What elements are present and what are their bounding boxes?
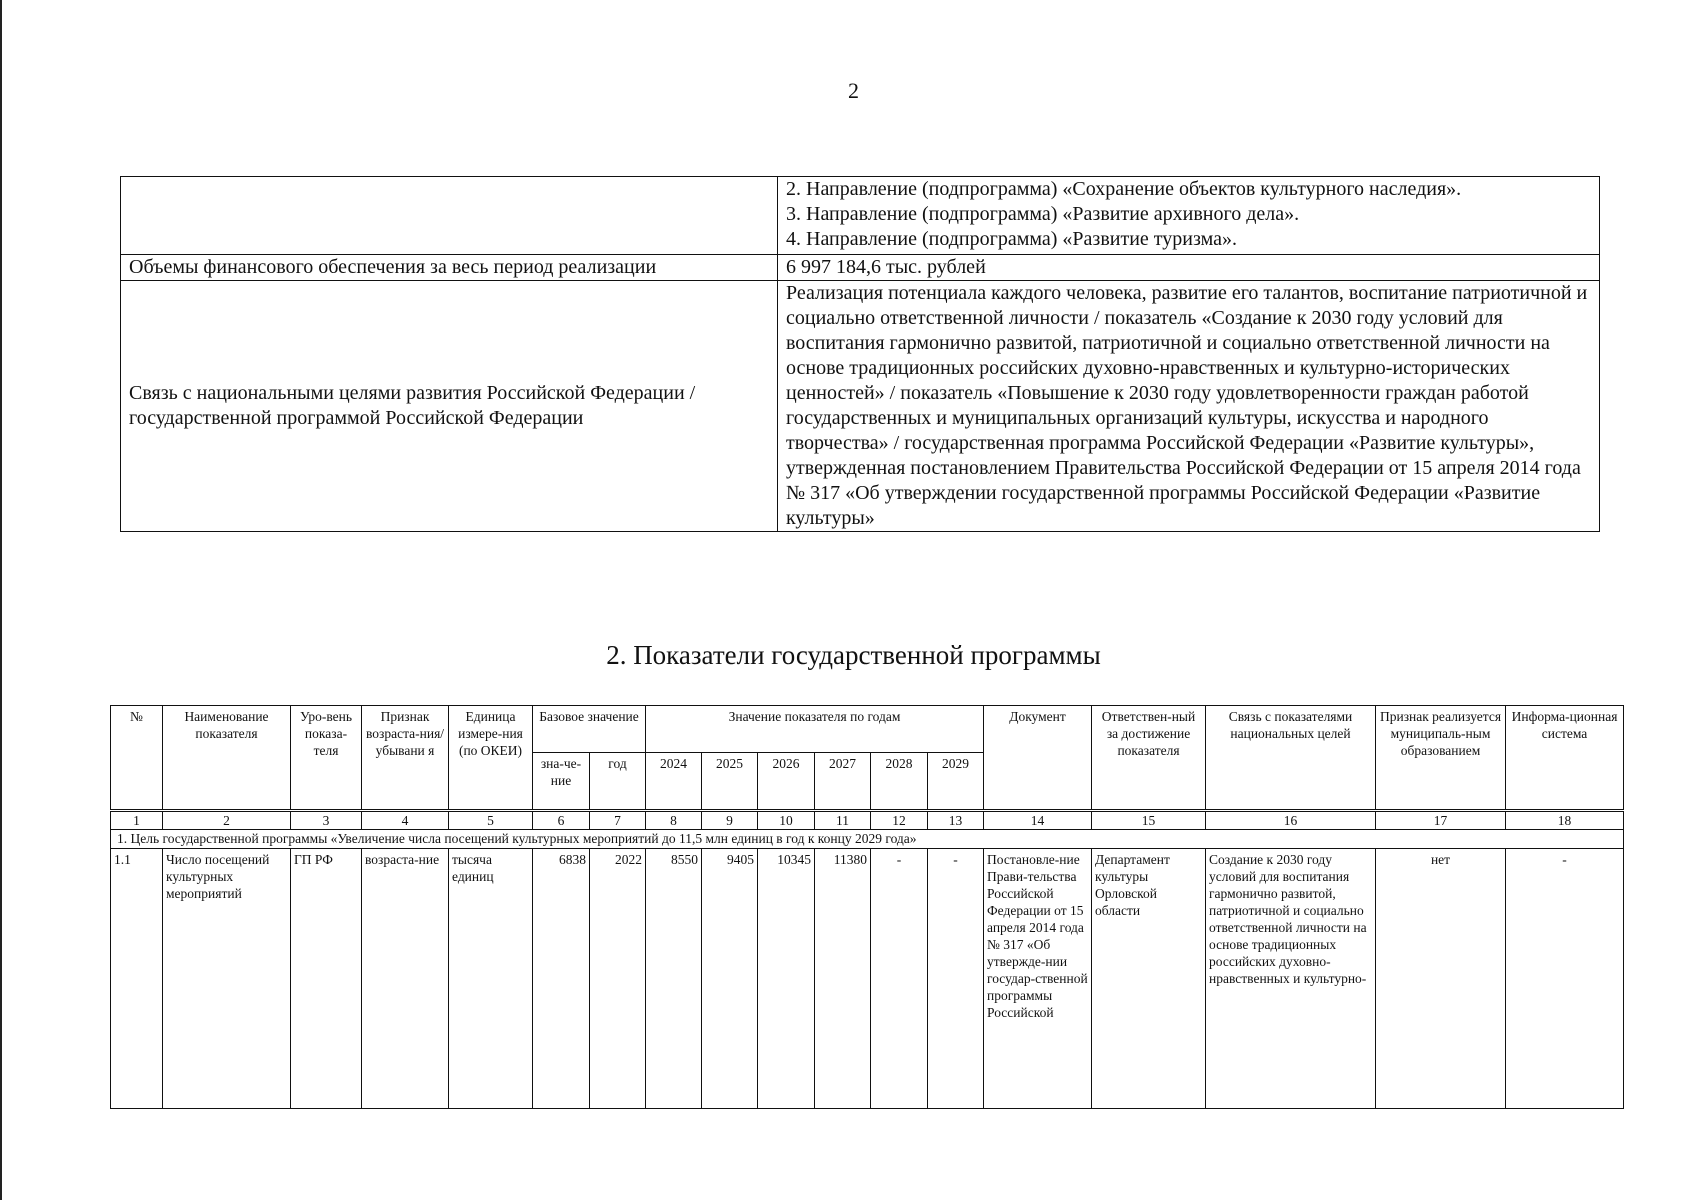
column-number: 12 — [871, 811, 928, 830]
indicators-table — [110, 705, 1624, 1109]
column-number: 11 — [815, 811, 871, 830]
row-national-goals: Создание к 2030 году условий для воспитания гармонично развитой, патриотичной и социально ответственной личности на основе традиционных российских духовно-нравственных и культурно- — [1206, 849, 1376, 1109]
col-header-base: Базовое значение — [533, 706, 646, 753]
table-row — [111, 849, 1624, 1109]
summary-value-national-goals: Реализация потенциала каждого человека, развитие его талантов, воспитание патриотичной и социально ответственной личности / показатель «Создание к 2030 году условий для воспитания гармонично развитой, патриотичной и социально ответственной личности на основе традиционных российских духовно-нравственных и культурно-исторических ценностей» / показатель «Повышение к 2030 году удовлетворенности граждан работой государственных и муниципальных организаций культуры, искусства и народного творчества» / государственная программа Российской Федерации «Развитие культуры», утвержденная постановлением Правительства Российской Федерации от 15 апреля 2014 года № 317 «Об утверждении государственной программы Российской Федерации «Развитие культуры» — [778, 281, 1600, 532]
column-number: 5 — [449, 811, 533, 830]
column-number: 18 — [1506, 811, 1624, 830]
col-header-year-2024: 2024 — [646, 753, 702, 811]
passport-summary-table — [120, 176, 1600, 532]
column-number: 17 — [1376, 811, 1506, 830]
col-header-info-system: Информа-ционная система — [1506, 706, 1624, 811]
column-number: 6 — [533, 811, 590, 830]
col-header-trend: Признак возраста-ния/ убывани я — [362, 706, 449, 811]
row-responsible: Департамент культуры Орловской области — [1092, 849, 1206, 1109]
row-document: Постановле-ние Прави-тельства Российской Федерации от 15 апреля 2014 года № 317 «Об утвержде-нии государ-ственной программы Российской — [984, 849, 1092, 1109]
col-header-unit: Единица измере-ния (по ОКЕИ) — [449, 706, 533, 811]
row-base-year: 2022 — [590, 849, 646, 1109]
col-header-no: № — [111, 706, 163, 811]
row-unit: тысяча единиц — [449, 849, 533, 1109]
column-number: 7 — [590, 811, 646, 830]
page-number: 2 — [848, 78, 859, 103]
row-info-system: - — [1506, 849, 1624, 1109]
col-header-national-goals: Связь с показателями национальных целей — [1206, 706, 1376, 811]
column-number: 9 — [702, 811, 758, 830]
col-header-base-year: год — [590, 753, 646, 811]
col-header-by-years: Значение показателя по годам — [646, 706, 984, 753]
row-value-2029: - — [928, 849, 984, 1109]
column-number: 14 — [984, 811, 1092, 830]
column-number: 2 — [163, 811, 291, 830]
col-header-level: Уро-вень показа-теля — [291, 706, 362, 811]
goal-row: 1. Цель государственной программы «Увеличение числа посещений культурных мероприятий до 11,5 млн единиц в год к концу 2029 года» — [111, 830, 1624, 849]
column-number: 4 — [362, 811, 449, 830]
row-no: 1.1 — [111, 849, 163, 1109]
row-value-2027: 11380 — [815, 849, 871, 1109]
summary-value: 2. Направление (подпрограмма) «Сохранение объектов культурного наследия». 3. Направление (подпрограмма) «Развитие архивного дела». 4. Направление (подпрограмма) «Развитие туризма». — [778, 177, 1600, 255]
row-value-2028: - — [871, 849, 928, 1109]
row-base-value: 6838 — [533, 849, 590, 1109]
col-header-year-2025: 2025 — [702, 753, 758, 811]
row-value-2024: 8550 — [646, 849, 702, 1109]
summary-value-financing: 6 997 184,6 тыс. рублей — [778, 255, 1600, 281]
col-header-name: Наименование показателя — [163, 706, 291, 811]
column-number: 3 — [291, 811, 362, 830]
summary-label-financing: Объемы финансового обеспечения за весь период реализации — [121, 255, 778, 281]
column-number: 16 — [1206, 811, 1376, 830]
row-trend: возраста-ние — [362, 849, 449, 1109]
col-header-municipal: Признак реализуется муниципаль-ным образованием — [1376, 706, 1506, 811]
row-name: Число посещений культурных мероприятий — [163, 849, 291, 1109]
col-header-base-value: зна-че-ние — [533, 753, 590, 811]
summary-label — [121, 177, 778, 255]
column-number: 8 — [646, 811, 702, 830]
col-header-responsible: Ответствен-ный за достижение показателя — [1092, 706, 1206, 811]
col-header-document: Документ — [984, 706, 1092, 811]
row-value-2026: 10345 — [758, 849, 815, 1109]
column-number: 10 — [758, 811, 815, 830]
section-title: 2. Показатели государственной программы — [606, 640, 1101, 670]
row-municipal: нет — [1376, 849, 1506, 1109]
summary-label-national-goals: Связь с национальными целями развития Российской Федерации / государственной программой Российской Федерации — [121, 281, 778, 532]
column-number: 1 — [111, 811, 163, 830]
row-level: ГП РФ — [291, 849, 362, 1109]
col-header-year-2027: 2027 — [815, 753, 871, 811]
col-header-year-2029: 2029 — [928, 753, 984, 811]
col-header-year-2026: 2026 — [758, 753, 815, 811]
page-left-border — [0, 0, 2, 1200]
row-value-2025: 9405 — [702, 849, 758, 1109]
column-number: 15 — [1092, 811, 1206, 830]
col-header-year-2028: 2028 — [871, 753, 928, 811]
column-number: 13 — [928, 811, 984, 830]
